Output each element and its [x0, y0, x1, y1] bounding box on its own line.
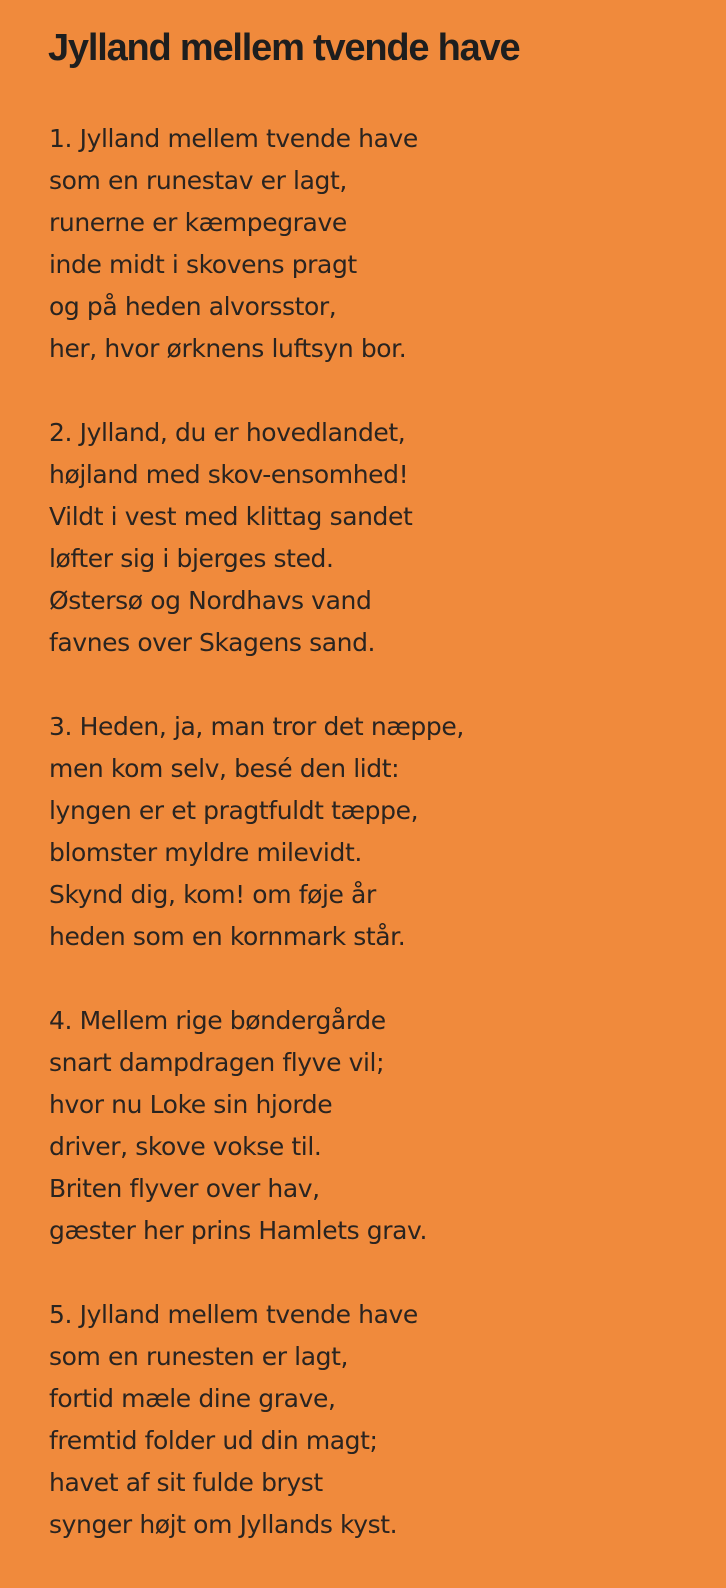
verse-line: havet af sit fulde bryst: [49, 1468, 323, 1497]
verse-line: driver, skove vokse til.: [49, 1132, 322, 1161]
stanza-2: [49, 412, 709, 664]
verse-line: favnes over Skagens sand.: [49, 628, 376, 657]
verse-line: Skynd dig, kom! om føje år: [49, 880, 376, 909]
verse-line: Østersø og Nordhavs vand: [49, 586, 372, 615]
verse-line: lyngen er et pragtfuldt tæppe,: [49, 796, 419, 825]
song-text: [49, 118, 709, 1588]
verse-line: her, hvor ørknens luftsyn bor.: [49, 334, 407, 363]
verse-line: 2. Jylland, du er hovedlandet,: [49, 418, 406, 447]
song-title: Jylland mellem tvende have: [48, 27, 520, 69]
verse-line: 3. Heden, ja, man tror det næppe,: [49, 712, 464, 741]
verse-line: fremtid folder ud din magt;: [49, 1426, 378, 1455]
verse-line: som en runesten er lagt,: [49, 1342, 349, 1371]
stanza-4: [49, 1000, 709, 1252]
verse-line: 5. Jylland mellem tvende have: [49, 1300, 418, 1329]
verse-line: som en runestav er lagt,: [49, 166, 347, 195]
verse-line: gæster her prins Hamlets grav.: [49, 1216, 428, 1245]
verse-line: fortid mæle dine grave,: [49, 1384, 336, 1413]
verse-line: runerne er kæmpegrave: [49, 208, 347, 237]
verse-line: Briten flyver over hav,: [49, 1174, 320, 1203]
verse-line: og på heden alvorsstor,: [49, 292, 337, 321]
verse-line: heden som en kornmark står.: [49, 922, 406, 951]
verse-line: inde midt i skovens pragt: [49, 250, 357, 279]
stanza-3: [49, 706, 709, 958]
verse-line: hvor nu Loke sin hjorde: [49, 1090, 333, 1119]
verse-line: højland med skov-ensomhed!: [49, 460, 409, 489]
verse-line: løfter sig i bjerges sted.: [49, 544, 334, 573]
stanza-1: [49, 118, 709, 370]
verse-line: men kom selv, besé den lidt:: [49, 754, 400, 783]
verse-line: synger højt om Jyllands kyst.: [49, 1510, 398, 1539]
verse-line: 1. Jylland mellem tvende have: [49, 124, 418, 153]
verse-line: blomster myldre milevidt.: [49, 838, 362, 867]
verse-line: 4. Mellem rige bøndergårde: [49, 1006, 386, 1035]
verse-line: snart dampdragen flyve vil;: [49, 1048, 385, 1077]
verse-line: Vildt i vest med klittag sandet: [49, 502, 413, 531]
stanza-5: [49, 1294, 709, 1546]
